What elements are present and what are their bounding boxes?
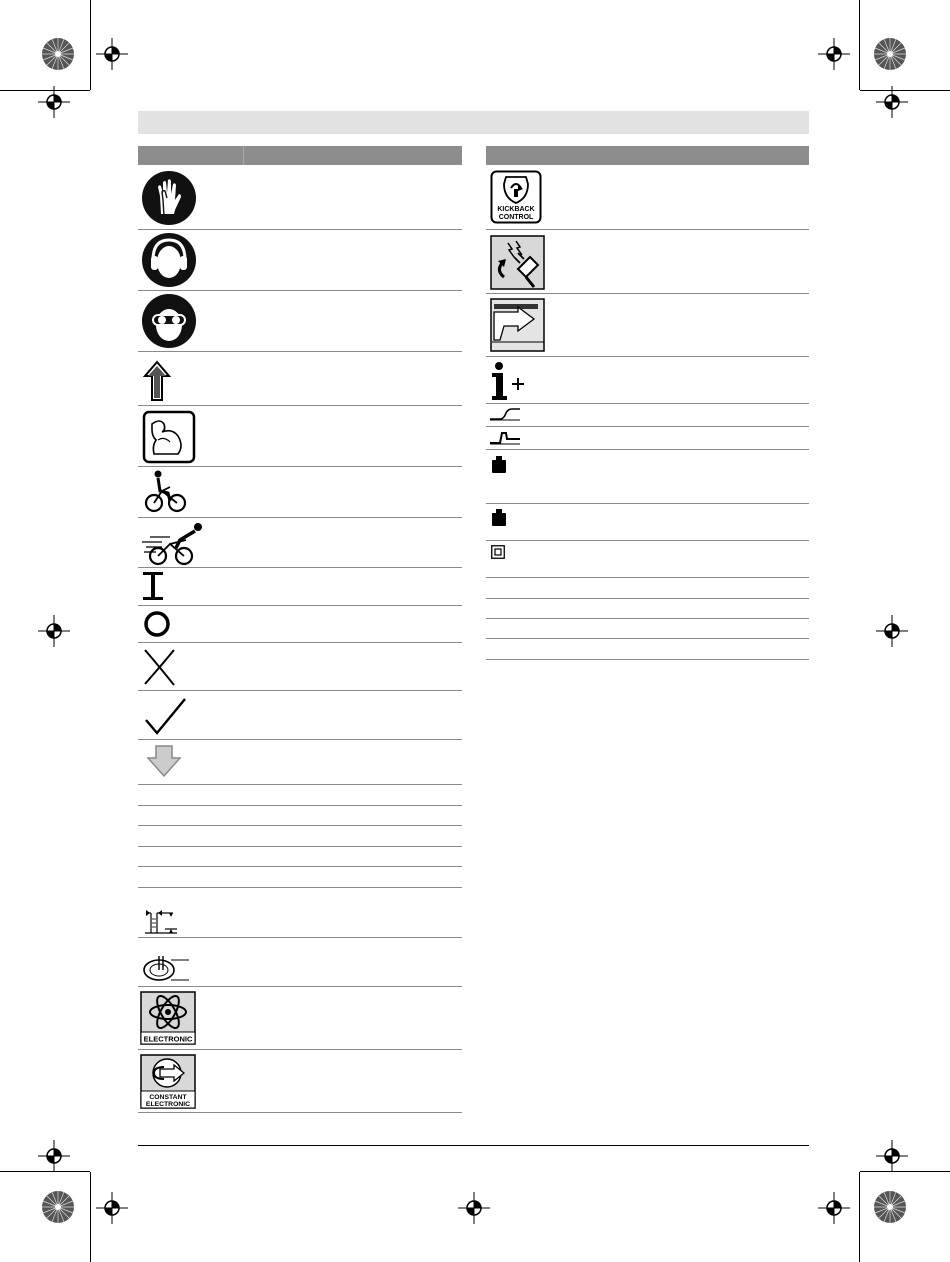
double-insulation-icon [491,545,505,559]
registration-mark-icon [38,615,70,647]
table-row-divider [138,986,462,987]
constant-label-line2: ELECTRONIC [145,1101,191,1108]
kickback-label-line1: KICKBACK [497,206,535,213]
cutting-depth-icon [143,907,179,937]
table-row-divider [138,866,462,867]
table-row-divider [486,356,809,357]
table-row-divider [138,229,462,230]
table-row-divider [486,659,809,660]
table-row-divider [138,739,462,740]
constant-electronic-icon [140,1054,196,1109]
table-row-divider [138,805,462,806]
registration-mark-icon [876,615,908,647]
right-table-header [486,146,809,165]
color-starburst-icon [41,37,75,71]
table-row-divider [486,229,809,230]
table-row-divider [138,825,462,826]
wear-safety-goggles-icon [141,293,197,349]
crop-mark [90,0,91,90]
information-plus-icon [490,361,526,401]
electronic-label: ELECTRONIC [143,1034,193,1044]
left-table-header-divider [243,146,244,165]
table-row-divider [138,605,462,606]
accessory-insert-icon [490,298,545,352]
table-row-divider [486,638,809,639]
kickback-control-icon [490,170,542,224]
table-row-divider [138,466,462,467]
soft-start-alt-icon [490,429,520,445]
table-row-divider [138,887,462,888]
registration-mark-icon [96,1192,128,1224]
table-row-divider [486,540,809,541]
soft-start-icon [490,407,520,421]
wear-ear-protection-icon [141,232,197,288]
table-row-divider [486,449,809,450]
table-row-divider [486,403,809,404]
color-starburst-icon [873,37,907,71]
unplug-power-icon [490,235,545,290]
table-row-divider [138,1112,462,1113]
switch-off-icon [143,610,171,638]
registration-mark-icon [818,38,850,70]
crop-mark [90,1172,91,1262]
table-row-divider [486,293,809,294]
registration-mark-icon [876,86,908,118]
table-row-divider [138,937,462,938]
table-row-divider [138,784,462,785]
registration-mark-icon [96,38,128,70]
table-row-divider [138,846,462,847]
table-row-divider [138,567,462,568]
registration-mark-icon [458,1192,490,1224]
high-speed-cyclist-icon [140,520,204,566]
table-row-divider [138,642,462,643]
wear-protective-gloves-icon [141,170,197,226]
crop-mark [859,0,860,90]
weight-alt-icon [491,509,507,527]
kickback-label-line2: CONTROL [498,214,534,221]
table-row-divider [138,1049,462,1050]
low-speed-cyclist-icon [142,469,188,513]
direction-arrow-icon [142,360,172,402]
constant-label-line1: CONSTANT [149,1094,187,1101]
forbidden-cross-icon [142,647,178,687]
permitted-checkmark-icon [143,696,187,736]
table-row-divider [486,577,809,578]
color-starburst-icon [873,1190,907,1224]
table-row-divider [138,405,462,406]
registration-mark-icon [38,1140,70,1172]
table-row-divider [486,618,809,619]
switch-on-icon [143,572,163,600]
page-footer-rule [138,1145,809,1146]
left-table-header [138,146,462,165]
table-row-divider [138,351,462,352]
registration-mark-icon [818,1192,850,1224]
physical-strength-icon [142,410,196,464]
table-row-divider [138,517,462,518]
page-header-band [138,111,809,134]
table-row-divider [138,290,462,291]
download-arrow-icon [146,744,182,778]
table-row-divider [486,503,809,504]
weight-icon [491,456,507,474]
color-starburst-icon [41,1190,75,1224]
crop-mark [859,1172,860,1262]
registration-mark-icon [876,1140,908,1172]
table-row-divider [138,690,462,691]
blade-diameter-icon [143,950,191,982]
registration-mark-icon [38,86,70,118]
table-row-divider [486,426,809,427]
table-row-divider [486,598,809,599]
electronic-atom-icon [140,991,196,1045]
